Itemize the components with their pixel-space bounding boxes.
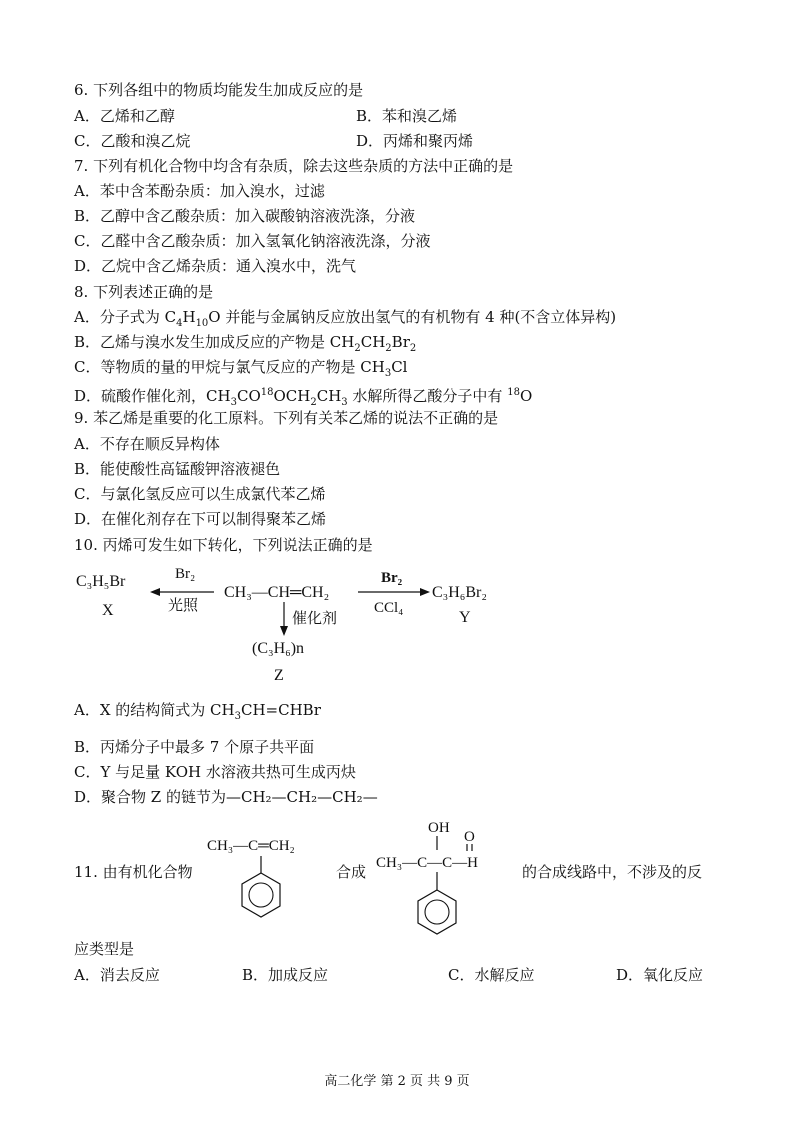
ccl4-label: CCl₄: [374, 600, 404, 616]
benzene-ring-2: [418, 890, 456, 934]
br2-left-label: Br₂: [175, 566, 196, 582]
q11-option-b: B．加成反应: [242, 966, 329, 984]
q8-option-a: A．分子式为 $C_4H_{10}O$ 并能与金属钠反应放出氢气的有机物有 4 种(不含立体异构): [74, 308, 617, 329]
q9-stem: 9. 苯乙烯是重要的化工原料。下列有关苯乙烯的说法不正确的是: [74, 409, 499, 427]
propene-formula: CH₃—CH═CH₂: [224, 584, 330, 601]
q6-option-c: C．乙酸和溴乙烷: [74, 132, 191, 150]
q11-option-c: C．水解反应: [448, 966, 535, 984]
q10-option-d: D．聚合物 Z 的链节为—CH₂—CH₂—CH₂—: [74, 788, 378, 806]
q8-option-c: C．等物质的量的甲烷与氯气反应的产物是 $CH_3Cl$: [74, 358, 408, 379]
y-label: Y: [459, 609, 471, 626]
q6-option-d: D．丙烯和聚丙烯: [356, 132, 474, 150]
q6-option-b: B．苯和溴乙烯: [356, 107, 458, 125]
mol1-top-chain: CH₃—C═CH₂: [207, 838, 295, 854]
mol2-oh-label: OH: [428, 820, 450, 836]
mol2-o-label: O: [464, 829, 475, 845]
q9-option-c: C．与氯化氢反应可以生成氯代苯乙烯: [74, 485, 326, 503]
catalyst-label: 催化剂: [292, 611, 338, 627]
q7-option-d: D．乙烷中含乙烯杂质：通入溴水中，洗气: [74, 257, 357, 275]
arrow-right-head: [420, 588, 430, 596]
q8-stem: 8. 下列表述正确的是: [74, 283, 214, 301]
x-formula: C₃H₅Br: [76, 573, 126, 590]
q10-option-c: C．Y 与足量 KOH 水溶液共热可生成丙炔: [74, 763, 356, 781]
q10-option-b: B．丙烯分子中最多 7 个原子共平面: [74, 738, 315, 756]
z-formula: (C₃H₆)n: [252, 640, 305, 657]
q11-tail: 的合成线路中，不涉及的反: [522, 863, 703, 881]
arrow-down-head: [280, 626, 288, 636]
q11-mid: 合成: [336, 863, 367, 881]
z-label: Z: [274, 667, 284, 684]
q9-option-a: A．不存在顺反异构体: [74, 435, 220, 453]
q9-option-d: D．在催化剂存在下可以制得聚苯乙烯: [74, 510, 327, 528]
q10-option-a: A．X 的结构简式为 $CH_3CH=CHBr$: [74, 701, 321, 722]
q10-reaction-scheme: [0, 560, 794, 685]
q11-lead: 11. 由有机化合物: [74, 863, 193, 881]
q11-continuation: 应类型是: [74, 940, 135, 958]
arrow-left-head: [150, 588, 160, 596]
x-label: X: [102, 602, 114, 619]
benzene-ring-2-circle: [425, 900, 449, 924]
light-label: 光照: [168, 598, 199, 614]
q8-option-d: D．硫酸作催化剂，$CH_3CO^{18}OCH_2CH_3$ 水解所得乙酸分子中有 $^{18}$O: [74, 387, 533, 408]
q11-option-d: D．氧化反应: [616, 966, 704, 984]
br2-right-label: Br₂: [381, 570, 403, 586]
y-formula: C₃H₆Br₂: [432, 584, 487, 601]
q10-stem: 10. 丙烯可发生如下转化，下列说法正确的是: [74, 536, 373, 554]
q7-stem: 7. 下列有机化合物中均含有杂质，除去这些杂质的方法中正确的是: [74, 157, 514, 175]
q6-stem: 6. 下列各组中的物质均能发生加成反应的是: [74, 81, 364, 99]
mol2-main-chain: CH₃—C—C—H: [376, 855, 478, 871]
page-footer: 高二化学 第 2 页 共 9 页: [324, 1074, 470, 1089]
q11-option-a: A．消去反应: [74, 966, 160, 984]
q8-option-b: B．乙烯与溴水发生加成反应的产物是 $CH_2CH_2Br_2$: [74, 333, 417, 354]
q7-option-c: C．乙醛中含乙酸杂质：加入氢氧化钠溶液洗涤，分液: [74, 232, 431, 250]
q7-option-a: A．苯中含苯酚杂质：加入溴水，过滤: [74, 182, 325, 200]
q6-option-a: A．乙烯和乙醇: [74, 107, 175, 125]
q7-option-b: B．乙醇中含乙酸杂质：加入碳酸钠溶液洗涤，分液: [74, 207, 416, 225]
q9-option-b: B．能使酸性高锰酸钾溶液褪色: [74, 460, 281, 478]
